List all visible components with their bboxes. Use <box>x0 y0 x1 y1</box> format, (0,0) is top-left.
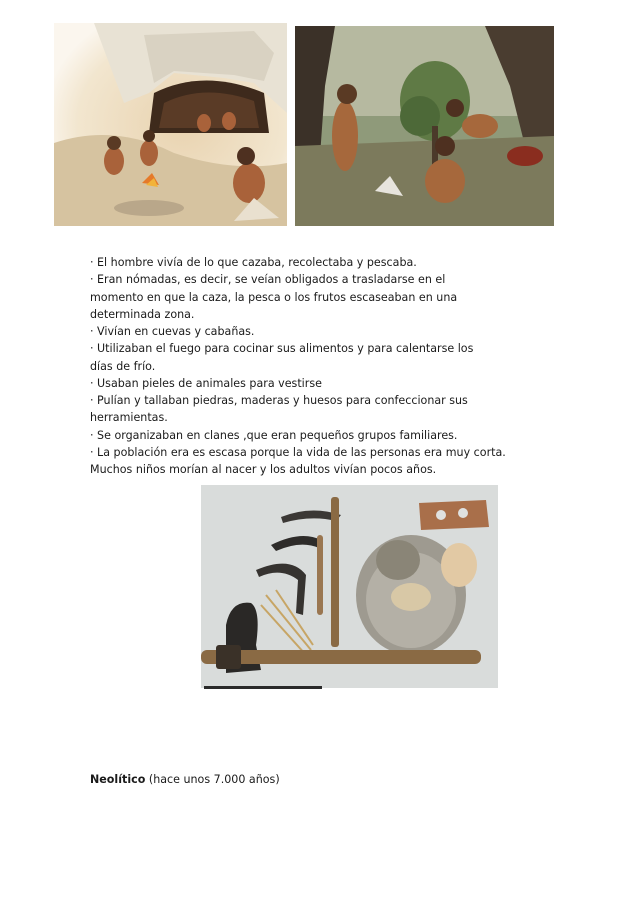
text-line: determinada zona. <box>90 307 195 321</box>
text-line: · Eran nómadas, es decir, se veían obligados a trasladarse en el <box>90 273 446 287</box>
text-line: · Pulían y tallaban piedras, maderas y huesos para confeccionar sus <box>90 394 468 407</box>
section-heading <box>90 772 280 788</box>
image-underline <box>204 686 322 689</box>
illustration-cave-dwellers <box>54 23 287 226</box>
text-line: · El hombre vivía de lo que cazaba, recolectaba y pescaba. <box>90 256 417 269</box>
text-line: · Usaban pieles de animales para vestirse <box>90 376 322 390</box>
text-line: · Vivían en cuevas y cabañas. <box>90 325 255 338</box>
text-line: · Se organizaban en clanes ,que eran pequeños grupos familiares. <box>90 428 458 442</box>
text-line: herramientas. <box>90 411 168 425</box>
section-subtitle: (hace unos 7.000 años) <box>148 773 280 786</box>
text-line: Muchos niños morían al nacer y los adultos vivían pocos años. <box>90 463 437 476</box>
body-paragraph <box>90 254 560 478</box>
text-line: · Utilizaban el fuego para cocinar sus alimentos y para calentarse los <box>90 342 474 356</box>
illustration-fire-gatherers <box>295 26 554 226</box>
text-line: días de frío. <box>90 359 156 373</box>
text-line: momento en que la caza, la pesca o los frutos escaseaban en una <box>90 290 458 304</box>
text-line: · La población era es escasa porque la vida de las personas era muy corta. <box>90 445 506 459</box>
section-title: Neolítico <box>90 773 146 786</box>
photo-neolithic-tools <box>201 485 498 688</box>
